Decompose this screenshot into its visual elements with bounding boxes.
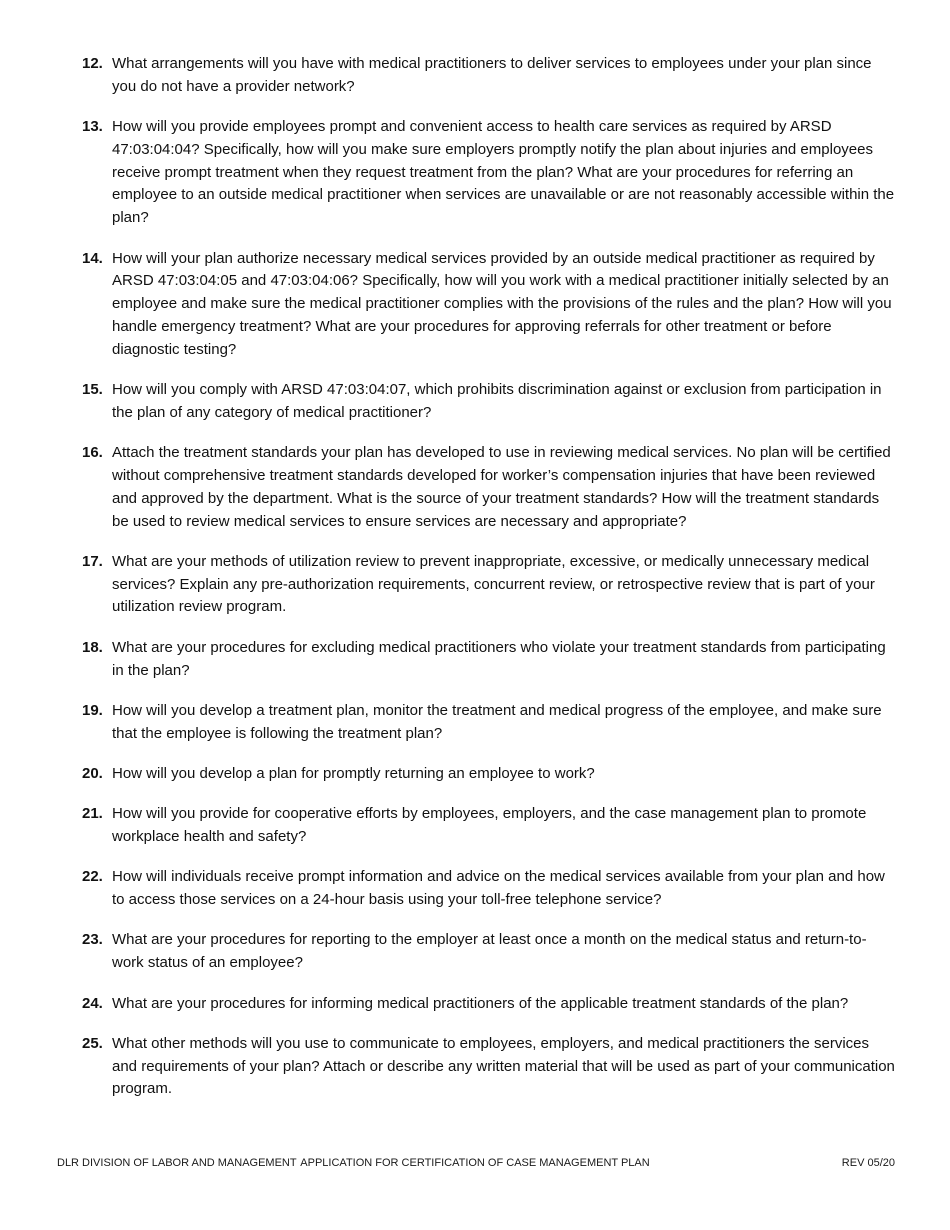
item-text: How will individuals receive prompt information and advice on the medical services available from your plan and how to access those services on a 24-hour basis using your toll-free telephone service? bbox=[112, 868, 885, 909]
item-text: What are your procedures for excluding medical practitioners who violate your treatment standards from participating in the plan? bbox=[112, 638, 886, 679]
item-number: 13. bbox=[82, 118, 103, 136]
item-number: 22. bbox=[82, 868, 103, 886]
question-item bbox=[82, 116, 895, 230]
item-text: What arrangements will you have with medical practitioners to deliver services to employees under your plan since you do not have a provider network? bbox=[112, 55, 872, 95]
question-item bbox=[82, 1033, 895, 1101]
question-item bbox=[82, 248, 895, 362]
footer-revision: REV 05/20 bbox=[841, 1157, 895, 1169]
question-item bbox=[82, 866, 895, 912]
item-number: 15. bbox=[82, 381, 103, 399]
item-number: 23. bbox=[82, 931, 103, 949]
question-item bbox=[82, 929, 895, 975]
item-text: Attach the treatment standards your plan has developed to use in reviewing medical services. No plan will be certified without comprehensive treatment standards developed for worker’s compensation injuries that have been reviewed and approved by the department. What is the source of your treatment standards? How will the treatment standards be used to review medical services to ensure services are necessary and appropriate? bbox=[112, 444, 891, 530]
item-number: 24. bbox=[82, 994, 103, 1012]
question-item bbox=[82, 53, 895, 99]
question-item bbox=[82, 551, 895, 619]
item-number: 19. bbox=[82, 701, 103, 719]
item-number: 21. bbox=[82, 805, 103, 823]
footer-title: APPLICATION FOR CERTIFICATION OF CASE MANAGEMENT PLAN bbox=[300, 1157, 650, 1169]
item-text: How will you provide employees prompt and convenient access to health care services as required by ARSD 47:03:04:04? Specifically, how will you make sure employers promptly notify the plan about injuries and employees receive prompt treatment when they request treatment from the plan? What are your procedures for referring an employee to an outside medical practitioner when services are unavailable or are not reasonably accessible within the plan? bbox=[112, 118, 895, 227]
item-text: How will your plan authorize necessary medical services provided by an outside medical practitioner as required by ARSD 47:03:04:05 and 47:03:04:06? Specifically, how will you work with a medical practitioner initially selected by an employee and make sure the medical practitioner complies with the provisions of the rules and the plan? How will you handle emergency treatment? What are your procedures for approving referrals for other treatment or before diagnostic testing? bbox=[112, 249, 892, 358]
item-text: What are your procedures for reporting to the employer at least once a month on the medical status and return-to-work status of an employee? bbox=[112, 931, 867, 972]
item-text: What other methods will you use to communicate to employees, employers, and medical practitioners the services and requirements of your plan? Attach or describe any written material that will be used as part of your communication program. bbox=[112, 1034, 895, 1098]
item-number: 16. bbox=[82, 444, 103, 462]
question-item bbox=[82, 637, 895, 683]
question-list bbox=[82, 53, 895, 1119]
question-item bbox=[82, 763, 895, 786]
item-number: 20. bbox=[82, 764, 103, 782]
page-footer bbox=[0, 1156, 950, 1172]
question-item bbox=[82, 803, 895, 849]
footer-agency: DLR DIVISION OF LABOR AND MANAGEMENT bbox=[57, 1157, 297, 1169]
item-text: What are your procedures for informing medical practitioners of the applicable treatment standards of the plan? bbox=[112, 994, 849, 1012]
item-text: What are your methods of utilization review to prevent inappropriate, excessive, or medically unnecessary medical services? Explain any pre-authorization requirements, concurrent review, or retrospective review that is part of your utilization review program. bbox=[112, 552, 875, 616]
question-item bbox=[82, 442, 895, 533]
question-item bbox=[82, 993, 895, 1016]
question-item bbox=[82, 700, 895, 746]
item-text: How will you develop a plan for promptly returning an employee to work? bbox=[112, 764, 595, 782]
question-item bbox=[82, 379, 895, 425]
item-number: 18. bbox=[82, 638, 103, 656]
item-text: How will you comply with ARSD 47:03:04:07, which prohibits discrimination against or exclusion from participation in the plan of any category of medical practitioner? bbox=[112, 381, 882, 421]
item-number: 12. bbox=[82, 55, 103, 72]
item-number: 17. bbox=[82, 552, 103, 570]
item-text: How will you develop a treatment plan, monitor the treatment and medical progress of the employee, and make sure that the employee is following the treatment plan? bbox=[112, 701, 882, 742]
item-number: 14. bbox=[82, 249, 103, 267]
item-number: 25. bbox=[82, 1034, 103, 1052]
item-text: How will you provide for cooperative efforts by employees, employers, and the case management plan to promote workplace health and safety? bbox=[112, 805, 867, 846]
